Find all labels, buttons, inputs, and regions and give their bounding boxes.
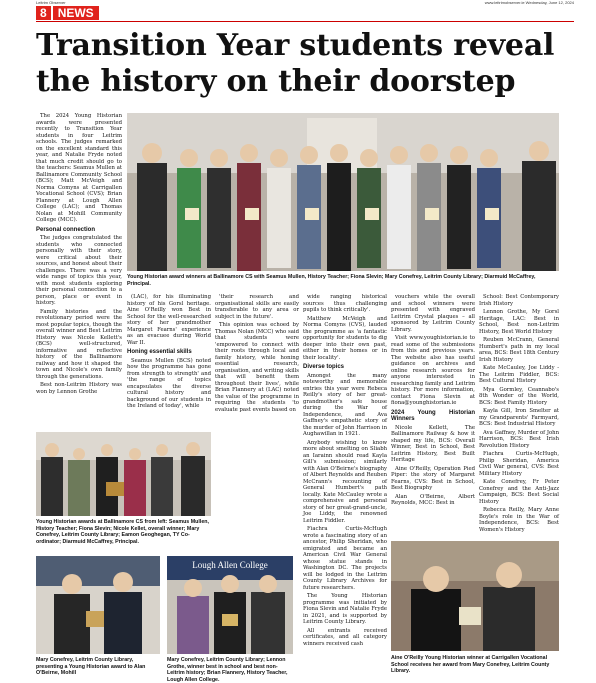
paragraph: Best non-Leitrim History was won by Lennon Grothe — [36, 382, 122, 395]
article-column-5 — [391, 294, 475, 509]
subhead-honing-skills: Honing essential skills — [127, 349, 192, 355]
subhead-diverse-topics: Diverse topics — [303, 364, 345, 370]
paragraph: Anybody wishing to know more about smelting on Sliabh an Iarainn should read Kayla Gill's submission; similarly with Alan O'Beirne's biography of Albert Reynolds and Reuben McCrann's recounting of General Humbert's path locally. Kate McCauley wrote a comprehensive and personal story of her great-grand-uncle, Joe Liddy, the renowned Leitrim Fiddler. — [303, 439, 387, 524]
paragraph: vouchers while the overall and school winners were presented with engraved Leitrim Crystal plaques – all sponsored by Leitrim County Library. — [391, 294, 475, 333]
paragraph: All entrants received certificates, and all category winners received cash — [303, 627, 387, 647]
winner-entry: Aine O'Reilly, Operation Pied Piper: the story of Margaret Fearns, CVS: Best in School, Best Biography — [391, 465, 475, 491]
page-number: 8 — [36, 6, 51, 20]
paragraph: 'their research and organisational skills are easily transferable to any area or subject in the future'. — [215, 294, 299, 320]
paragraph: Amongst the many noteworthy and memorable entries this year were Rebeca Reilly's story of her great-grandmother's safe house during the War of Independence, and Ava Gaffney's empathetic story of the murder of John Harrison in Aughawillan in 1921. — [303, 372, 387, 437]
paragraph: Visit www.youghistorian.ie to read some of the submissions from this and previous years. The website also has useful guidance on archives and online research sources for anyone interested in researching family and Leitrim history. For more information, contact Fiona Slevin at fiona@younghistorian.ie — [391, 335, 475, 406]
paragraph: wide ranging historical sources thus challenging pupils to think critically'. — [303, 294, 387, 313]
paragraph: Matthew McVeigh and Norma Comyns (CVS), lauded the programme as 'a fantastic opportunity for students to dig deeper into their own past, either in their homes or in their locality'. — [303, 315, 387, 361]
section-bar — [36, 6, 99, 20]
winner-entry: Fiachra Curtis-McHugh, Philip Sheridan, America Civil War general, CVS: Best Military History — [479, 451, 559, 477]
winner-entry: Kate McCauley, Joe Liddy - The Leitrim Fiddler, BCS: Best Cultural History — [479, 365, 559, 384]
article-column-2 — [127, 294, 211, 412]
header-rule — [36, 21, 574, 22]
photo-carrigallen-award — [391, 541, 559, 651]
paragraph: Fiachra Curtis-McHugh wrote a fascinating story of an ancestor, Philip Sheridan, who emigrated and became an American Civil War General whose statue stands in Washington DC. The projects will be lodged in the Leitrim County Library Archives for future researchers. — [303, 526, 387, 591]
caption-mohill-award: Mary Conefrey, Leitrim County Library, presenting a Young Historian award to Alan O'Beirne, Mohill — [36, 657, 146, 676]
winner-entry: School: Best Contemporary Irish History — [479, 294, 559, 307]
subhead-winners: 2024 Young Historian Winners — [391, 409, 475, 422]
paragraph: The judges congratulated the students who connected personally with their story, were critical about their sources, and honest about their challenges. There was a very wide range of topics this year, with most students exploring their personal connection to a person, place or event in history. — [36, 235, 122, 306]
photo-mohill-award — [36, 556, 160, 654]
winner-entry: Reuben McCrann, General Humbert's path in my local area, BCS: Best 18th Century Irish History — [479, 337, 559, 363]
site-date: www.leitrimobserver.ie Wednesday, June 12, 2024 — [484, 0, 574, 5]
winner-entry: Kate Conefrey, Fr Peter Conefrey and the Anti-Jazz Campaign, BCS: Best Social History — [479, 479, 559, 505]
intro-paragraph: The 2024 Young Historian awards were presented recently to Transition Year students in four Leitrim schools. The judges remarked on the excellent standard this year, and Natalie Fryde noted that much credit should go to the teachers: Seamus Mullen at Ballinamore Community School (BCS); Matt McVeigh and Norma Comyns at Carrigallen Vocational School (CVS); Brian Flannery at Lough Allen College (LAC); and Thomas Nolan at Mohill Community College (MCC). — [36, 113, 122, 223]
winner-entry: Nicole Kellett, The Ballinamore Railway & how it shaped my life, BCS: Overall Winner, Best in School, Best Leitrim History, Best Built Heritage — [391, 424, 475, 463]
photo-ballinamore-group — [127, 113, 559, 271]
caption-ballinamore-group: Young Historian award winners at Ballinamore CS with Seamus Mullen, History Teacher; Fiona Slevin; Mary Conefrey, Leitrim County Library; Diarmuid McCaffrey, Principal. — [127, 274, 536, 287]
paragraph: (LAC), for his illuminating history of his Gorsl heritage. Aine O'Reilly won Best in School for the well-researched story of her grandmother Margaret Fearns' experience as an evacuee during World War II. — [127, 294, 211, 346]
subhead-personal-connection: Personal connection — [36, 226, 96, 233]
winner-entry: Alan O'Beirne, Albert Reynolds, MCC: Best in — [391, 493, 475, 506]
caption-ballinamore-presentation: Young Historian awards at Ballinamore CS from left: Seamus Mullen, History Teacher; Fiona Slevin; Nicole Kellet, overall winner; Mary Conefrey, Leitrim County Library; Eamon Geoghegan, TY Co-ordinator; Diarmuid McCaffrey, Principal. — [36, 519, 209, 545]
article-column-4 — [303, 294, 387, 649]
winner-entry: Mya Gormley, Ceannabo's 8th Wonder of the World, BCS: Best Family History — [479, 386, 559, 406]
paragraph: The Young Historian programme was initiated by Fiona Slevin and Natalie Fryde in 2021, and is supported by Leitrim County Library. — [303, 593, 387, 625]
photo-ballinamore-presentation — [36, 432, 211, 516]
caption-carrigallen-award: Aine O'Reilly Young Historian winner at Carrigallen Vocational School receives her award from Mary Conefrey, Leitrim County Library. — [391, 655, 550, 674]
winner-entry: Lennon Grothe, My Gorsl Heritage, LAC: Best in School, Best non-Leitrim History, Best World History — [479, 309, 559, 335]
section-label: NEWS — [53, 6, 99, 20]
paragraph: Family histories and the revolutionary period were the most popular topics, though the overall winner and Best Leitrim History was Nicole Kellett's (BCS) well-structured, informative and reflective history of the Ballinamore railway and how it shaped the town and Nicole's own family through the generations. — [36, 308, 122, 380]
caption-lough-allen: Mary Conefrey, Leitrim County Library; Lennon Grothe, winner best in school and best non-Leitrim history; Brian Flannery, History Teacher, Lough Allen College. — [167, 657, 288, 683]
article-column-6 — [479, 294, 559, 535]
article-column-1 — [36, 113, 122, 397]
school-banner-text: Lough Allen College — [192, 560, 268, 570]
headline: Transition Year students reveal the history on their doorstep — [36, 28, 555, 99]
article-column-3 — [215, 294, 299, 415]
paragraph: This opinion was echoed by Thomas Nolan (MCC) who said that students were 'empowered to connect with their roots through local and family history, while honing essential research, organisation, and writing skills that will benefit them throughout their lives', while Brian Flannery at (LAC) noted the value of the programme in requiring the students 'to evaluate past events based on — [215, 322, 299, 413]
paragraph: Seamus Mullen (BCS) noted how the programme has gone from strength to strength' and 'the range of topics encapsulates the diverse cultural history and background of our students in the Ireland of today', while — [127, 357, 211, 409]
winner-entry: Ava Gaffney, Murder of John Harrison, BCS: Best Irish Revolution History — [479, 429, 559, 449]
photo-lough-allen — [167, 556, 293, 654]
paper-name: Leitrim Observer — [36, 0, 66, 5]
top-strip — [36, 0, 574, 6]
winner-entry: Rebecca Reilly, Mary Anne Boyle's role in the War of Independence, BCS: Best Women's History — [479, 507, 559, 533]
winner-entry: Kayla Gill, Iron Smelter at my Grandparents' Farmyard, BCS: Best Industrial History — [479, 408, 559, 427]
